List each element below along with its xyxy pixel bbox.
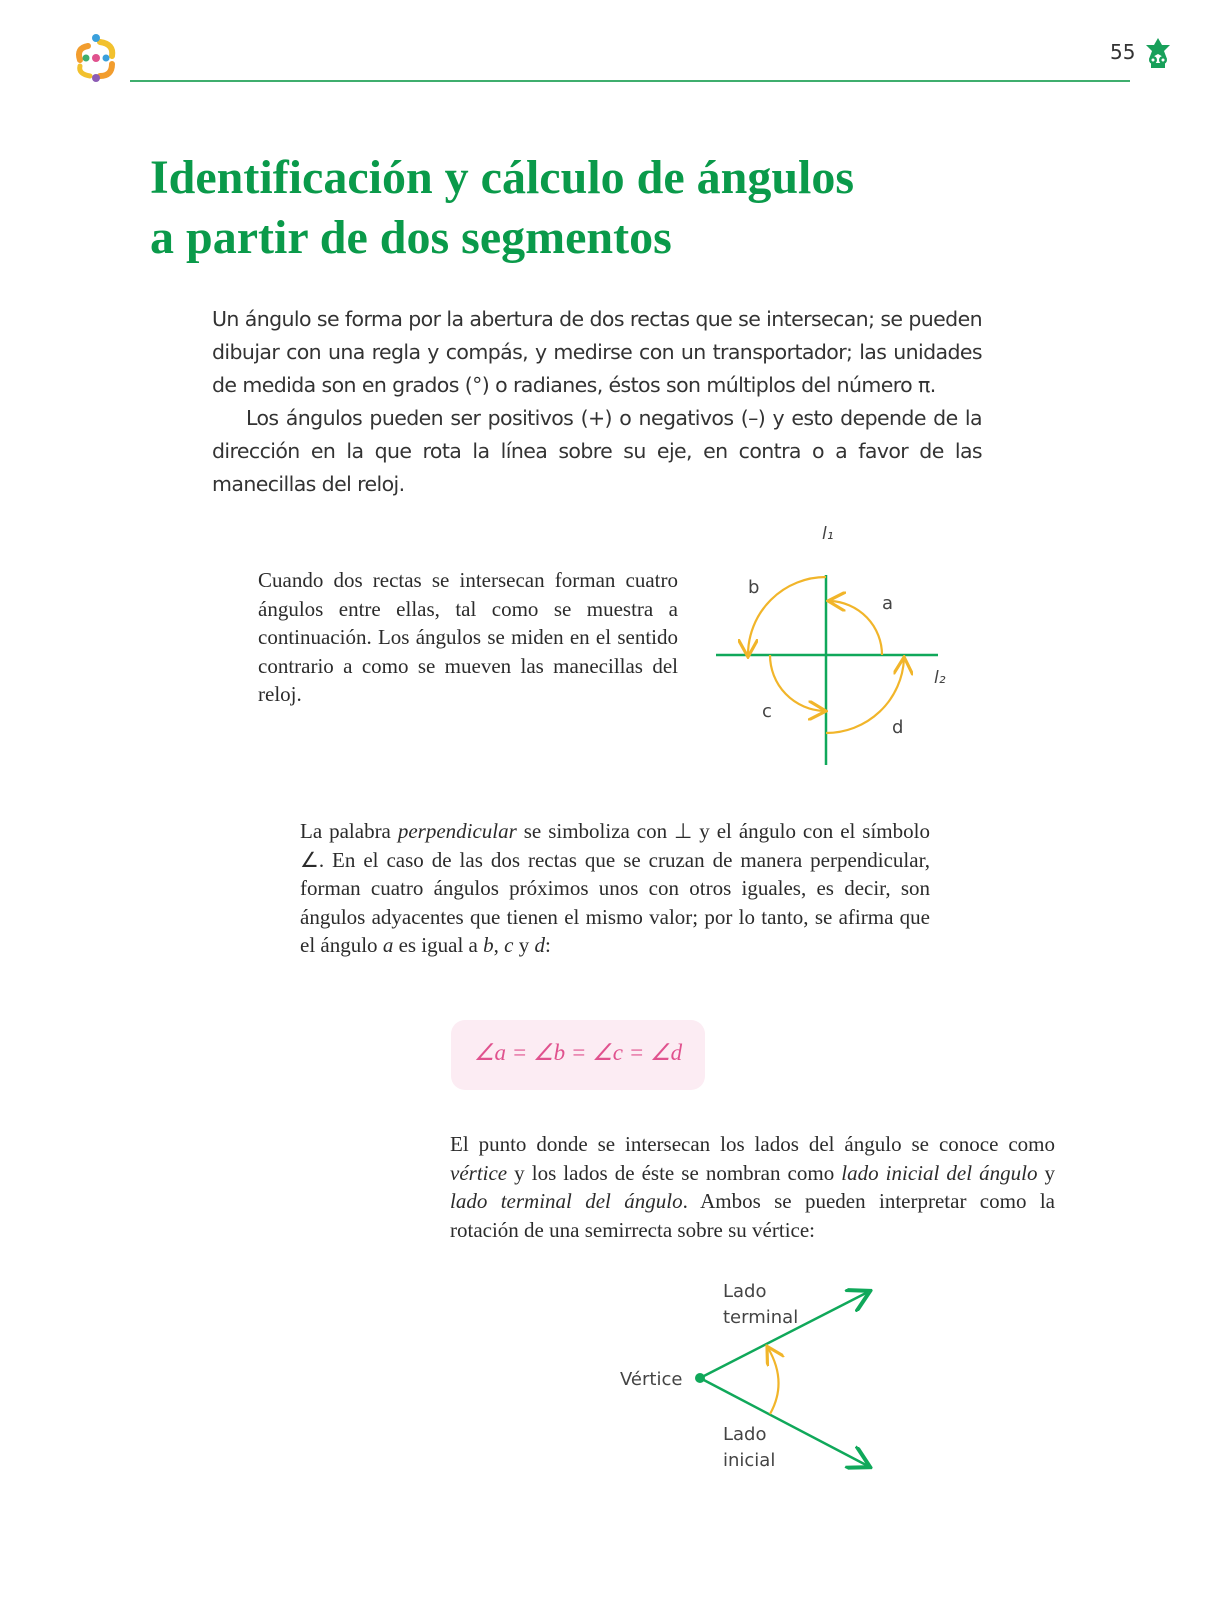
label-terminal-1: Lado <box>723 1281 767 1302</box>
angle-c-arc <box>770 655 824 711</box>
intro-text <box>212 303 982 501</box>
angle-b-arc <box>748 577 826 655</box>
intro-paragraph-1: Un ángulo se forma por la abertura de dos rectas que se intersecan; se pueden dibujar con una regla y compás, y medirse con un transportador; las unidades de medida son en grados (°) o radianes, éstos son múltiplos del número π. <box>212 307 982 397</box>
label-c: c <box>762 701 772 722</box>
label-initial-1: Lado <box>723 1424 767 1445</box>
perpendicular-paragraph: La palabra perpendicular se simboliza con ⊥ y el ángulo con el símbolo ∠. En el caso de las dos rectas que se cruzan de manera perpendicular, forman cuatro ángulos próximos unos con otros iguales, es decir, son ángulos adyacentes que tienen el mismo valor; por lo tanto, se afirma que el ángulo a es igual a b, c y d: <box>300 819 930 957</box>
label-terminal-2: terminal <box>723 1307 799 1328</box>
title-line-1: Identificación y cálculo de ángulos <box>150 151 855 204</box>
vertex-diagram <box>620 1280 900 1500</box>
intro-paragraph-2: Los ángulos pueden ser positivos (+) o negativos (–) y esto depende de la dirección en la que rota la línea sobre su eje, en contra o a favor de las manecillas del reloj. <box>212 406 982 496</box>
colorful-dots-logo-icon <box>70 30 126 86</box>
label-l2: l₂ <box>934 668 946 688</box>
green-emblem-icon <box>1143 36 1173 70</box>
label-a: a <box>882 593 894 614</box>
angle-a-arc <box>830 601 882 655</box>
vertex-point <box>695 1373 705 1383</box>
page-number: 55 <box>1110 40 1136 64</box>
header-rule <box>130 80 1130 82</box>
title-line-2: a partir de dos segmentos <box>150 211 672 264</box>
page-title <box>150 148 1050 268</box>
formula-box <box>451 1020 705 1090</box>
label-b: b <box>748 577 760 598</box>
intersection-paragraph: Cuando dos rectas se intersecan forman cuatro ángulos entre ellas, tal como se muestra a continuación. Los ángulos se miden en el sentido contrario a como se mueven las manecillas del reloj. <box>258 568 678 706</box>
angle-equality-formula: ∠a = ∠b = ∠c = ∠d <box>473 1040 683 1065</box>
label-d: d <box>892 717 904 738</box>
terminal-side <box>700 1292 868 1378</box>
intersecting-lines-diagram <box>700 515 980 785</box>
vertex-paragraph: El punto donde se intersecan los lados del ángulo se conoce como vértice y los lados de éste se nombran como lado inicial del ángulo y lado terminal del ángulo. Ambos se pueden interpretar como la rotación de una semirrecta sobre su vértice: <box>450 1132 1056 1242</box>
label-vertice: Vértice <box>620 1369 683 1390</box>
label-initial-2: inicial <box>723 1450 776 1471</box>
label-l1: l₁ <box>822 524 834 544</box>
rotation-arc <box>768 1348 779 1414</box>
